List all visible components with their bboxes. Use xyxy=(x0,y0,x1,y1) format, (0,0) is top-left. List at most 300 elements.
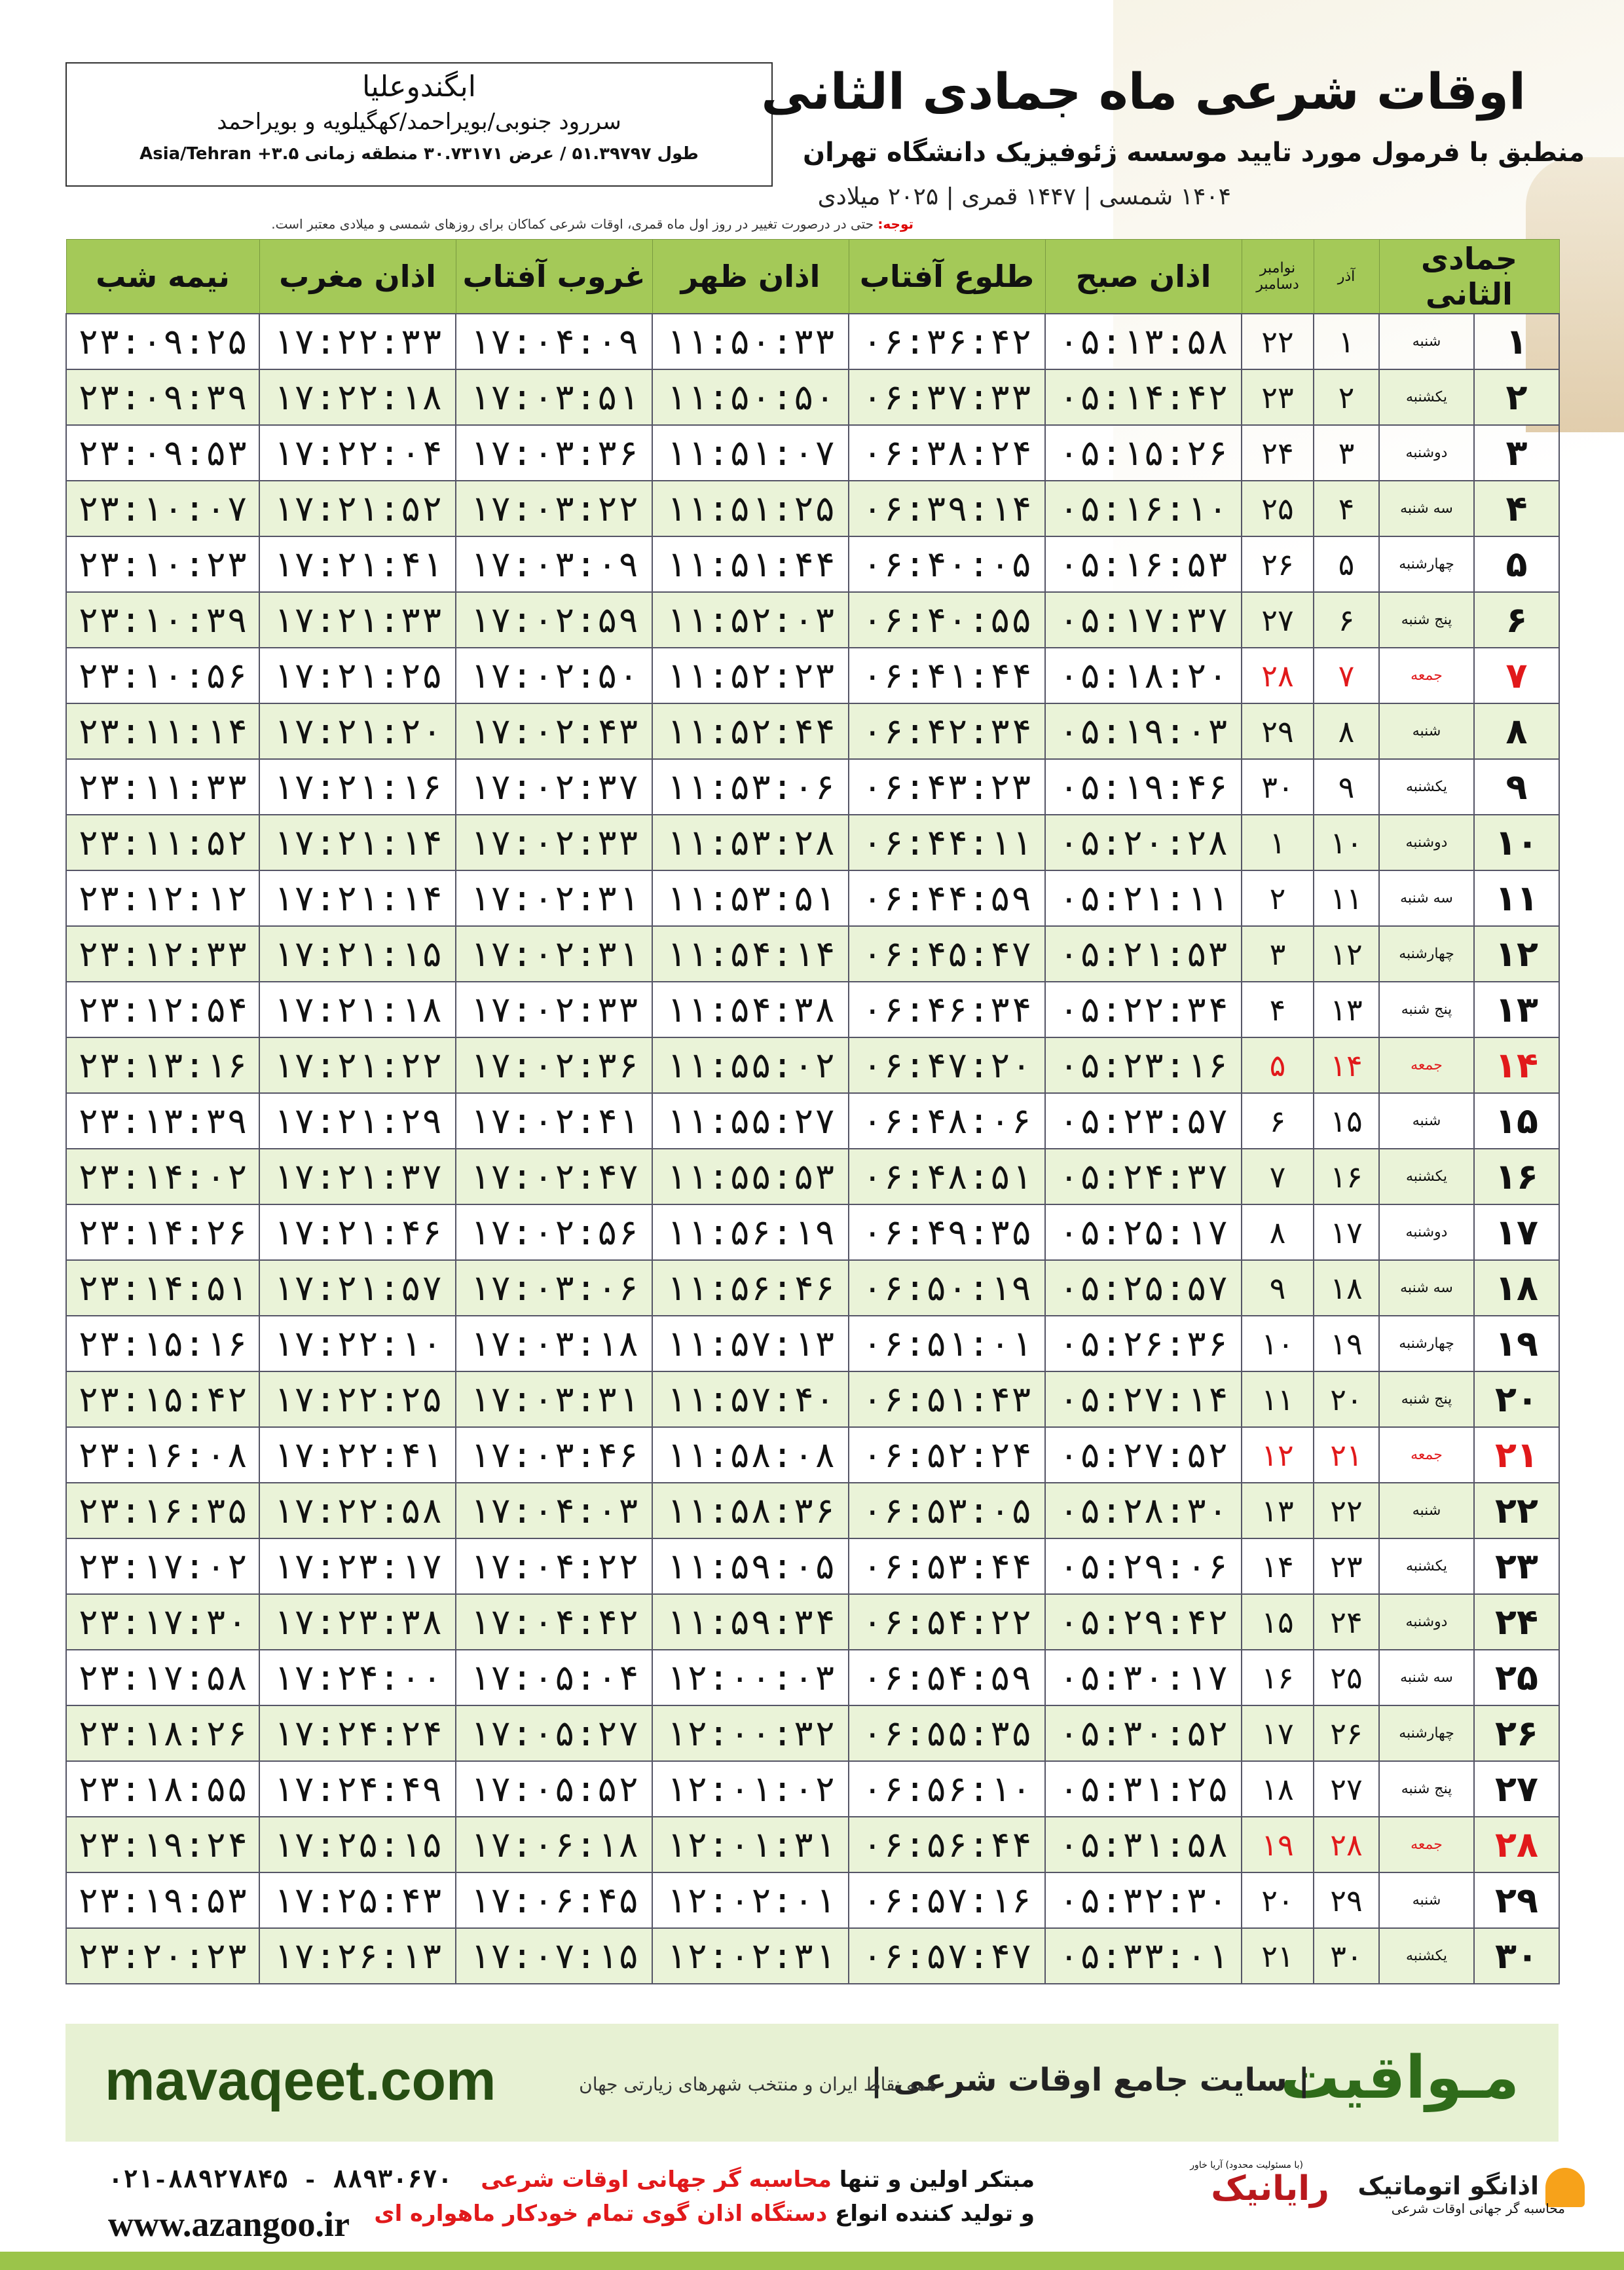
dhuhr-time: ۱۱:۵۲:۰۳ xyxy=(652,592,849,648)
sunrise-time: ۰۶:۵۳:۰۵ xyxy=(849,1483,1045,1538)
hijri-day: ۱۷ xyxy=(1474,1204,1559,1260)
midnight-time: ۲۳:۱۷:۳۰ xyxy=(66,1594,259,1650)
midnight-time: ۲۳:۱۲:۳۳ xyxy=(66,926,259,982)
azar-day: ۱ xyxy=(1314,314,1379,369)
sunset-time: ۱۷:۰۲:۳۳ xyxy=(456,815,652,870)
dhuhr-time: ۱۲:۰۱:۳۱ xyxy=(652,1817,849,1872)
azangoo-logo-text: اذانگو اتوماتیک xyxy=(1357,2171,1539,2201)
azar-day: ۹ xyxy=(1314,759,1379,815)
table-row xyxy=(66,648,1559,703)
midnight-time: ۲۳:۱۵:۴۲ xyxy=(66,1371,259,1427)
fajr-time: ۰۵:۱۸:۲۰ xyxy=(1045,648,1242,703)
dhuhr-time: ۱۱:۵۰:۵۰ xyxy=(652,369,849,425)
table-row xyxy=(66,481,1559,536)
weekday: سه شنبه xyxy=(1379,870,1474,926)
maghrib-time: ۱۷:۲۲:۲۵ xyxy=(259,1371,456,1427)
gregorian-day: ۲۳ xyxy=(1242,369,1314,425)
location-area: سررود جنوبی/بویراحمد/کهگیلویه و بویراحمد xyxy=(217,109,621,135)
sunrise-time: ۰۶:۵۴:۵۹ xyxy=(849,1650,1045,1705)
maghrib-time: ۱۷:۲۴:۲۴ xyxy=(259,1705,456,1761)
azar-day: ۳۰ xyxy=(1314,1928,1379,1984)
maghrib-time: ۱۷:۲۴:۰۰ xyxy=(259,1650,456,1705)
gregorian-day: ۲۲ xyxy=(1242,314,1314,369)
azar-day: ۳ xyxy=(1314,425,1379,481)
sunset-time: ۱۷:۰۴:۰۹ xyxy=(456,314,652,369)
azar-day: ۲۱ xyxy=(1314,1427,1379,1483)
raianik-logo: رایانیک xyxy=(1211,2169,1329,2208)
table-row xyxy=(66,1316,1559,1371)
hijri-day: ۲۵ xyxy=(1474,1650,1559,1705)
sunrise-time: ۰۶:۴۲:۳۴ xyxy=(849,703,1045,759)
hijri-day: ۲ xyxy=(1474,369,1559,425)
sunrise-time: ۰۶:۵۷:۴۷ xyxy=(849,1928,1045,1984)
gregorian-day: ۱۴ xyxy=(1242,1538,1314,1594)
footer-line-2a: و تولید کننده انواع xyxy=(827,2201,1035,2227)
dhuhr-time: ۱۱:۵۷:۴۰ xyxy=(652,1371,849,1427)
sunrise-time: ۰۶:۴۹:۳۵ xyxy=(849,1204,1045,1260)
midnight-time: ۲۳:۲۰:۲۳ xyxy=(66,1928,259,1984)
table-row xyxy=(66,703,1559,759)
weekday: پنج شنبه xyxy=(1379,1761,1474,1817)
maghrib-time: ۱۷:۲۱:۲۰ xyxy=(259,703,456,759)
hijri-day: ۸ xyxy=(1474,703,1559,759)
dhuhr-time: ۱۱:۵۱:۰۷ xyxy=(652,425,849,481)
fajr-time: ۰۵:۲۷:۵۲ xyxy=(1045,1427,1242,1483)
maghrib-time: ۱۷:۲۱:۲۹ xyxy=(259,1093,456,1149)
midnight-time: ۲۳:۱۷:۰۲ xyxy=(66,1538,259,1594)
footer-line-2 xyxy=(374,2201,1035,2227)
gregorian-day: ۴ xyxy=(1242,982,1314,1037)
maghrib-time: ۱۷:۲۱:۲۲ xyxy=(259,1037,456,1093)
gregorian-day: ۳۰ xyxy=(1242,759,1314,815)
sunset-time: ۱۷:۰۲:۳۷ xyxy=(456,759,652,815)
fajr-time: ۰۵:۲۶:۳۶ xyxy=(1045,1316,1242,1371)
sunset-time: ۱۷:۰۲:۴۷ xyxy=(456,1149,652,1204)
weekday: دوشنبه xyxy=(1379,425,1474,481)
col-fajr: اذان صبح xyxy=(1045,240,1242,314)
maghrib-time: ۱۷:۲۲:۳۳ xyxy=(259,314,456,369)
midnight-time: ۲۳:۰۹:۵۳ xyxy=(66,425,259,481)
fajr-time: ۰۵:۲۴:۳۷ xyxy=(1045,1149,1242,1204)
dhuhr-time: ۱۱:۵۳:۰۶ xyxy=(652,759,849,815)
azar-day: ۶ xyxy=(1314,592,1379,648)
hijri-day: ۲۰ xyxy=(1474,1371,1559,1427)
table-row xyxy=(66,1705,1559,1761)
dhuhr-time: ۱۱:۵۰:۳۳ xyxy=(652,314,849,369)
midnight-time: ۲۳:۱۶:۰۸ xyxy=(66,1427,259,1483)
azar-day: ۲۵ xyxy=(1314,1650,1379,1705)
azar-day: ۱۷ xyxy=(1314,1204,1379,1260)
hijri-day: ۱۰ xyxy=(1474,815,1559,870)
maghrib-time: ۱۷:۲۲:۵۸ xyxy=(259,1483,456,1538)
azar-day: ۱۶ xyxy=(1314,1149,1379,1204)
dhuhr-time: ۱۱:۵۷:۱۳ xyxy=(652,1316,849,1371)
midnight-time: ۲۳:۱۱:۵۲ xyxy=(66,815,259,870)
dhuhr-time: ۱۱:۵۸:۰۸ xyxy=(652,1427,849,1483)
fajr-time: ۰۵:۲۸:۳۰ xyxy=(1045,1483,1242,1538)
weekday: پنج شنبه xyxy=(1379,982,1474,1037)
maghrib-time: ۱۷:۲۱:۲۵ xyxy=(259,648,456,703)
footer-line-2b: دستگاه اذان گوی تمام خودکار ماهواره ای xyxy=(374,2201,828,2227)
azar-day: ۸ xyxy=(1314,703,1379,759)
gregorian-day: ۲ xyxy=(1242,870,1314,926)
dhuhr-time: ۱۱:۵۱:۲۵ xyxy=(652,481,849,536)
sunrise-time: ۰۶:۴۷:۲۰ xyxy=(849,1037,1045,1093)
azangoo-logo-sub: محاسبه گر جهانی اوقات شرعی xyxy=(1391,2201,1565,2216)
azar-day: ۱۸ xyxy=(1314,1260,1379,1316)
dhuhr-time: ۱۱:۵۴:۳۸ xyxy=(652,982,849,1037)
hijri-day: ۲۹ xyxy=(1474,1872,1559,1928)
maghrib-time: ۱۷:۲۱:۵۲ xyxy=(259,481,456,536)
sunset-time: ۱۷:۰۶:۴۵ xyxy=(456,1872,652,1928)
midnight-time: ۲۳:۱۲:۵۴ xyxy=(66,982,259,1037)
weekday: شنبه xyxy=(1379,1483,1474,1538)
sunset-time: ۱۷:۰۲:۳۶ xyxy=(456,1037,652,1093)
sunrise-time: ۰۶:۳۹:۱۴ xyxy=(849,481,1045,536)
gregorian-day: ۳ xyxy=(1242,926,1314,982)
azar-day: ۱۵ xyxy=(1314,1093,1379,1149)
table-row xyxy=(66,1260,1559,1316)
table-row xyxy=(66,425,1559,481)
note-text: حتی در درصورت تغییر در روز اول ماه قمری، اوقات شرعی کماکان برای روزهای شمسی و میلادی معتبر است. xyxy=(271,216,874,232)
azar-day: ۱۳ xyxy=(1314,982,1379,1037)
weekday: یکشنبه xyxy=(1379,1149,1474,1204)
gregorian-day: ۱۷ xyxy=(1242,1705,1314,1761)
gregorian-day: ۱۳ xyxy=(1242,1483,1314,1538)
midnight-time: ۲۳:۱۹:۵۳ xyxy=(66,1872,259,1928)
table-row xyxy=(66,1761,1559,1817)
hijri-day: ۹ xyxy=(1474,759,1559,815)
gregorian-day: ۱۶ xyxy=(1242,1650,1314,1705)
bottom-bar xyxy=(0,2252,1624,2270)
gregorian-day: ۲۹ xyxy=(1242,703,1314,759)
dhuhr-time: ۱۱:۵۳:۲۸ xyxy=(652,815,849,870)
midnight-time: ۲۳:۱۵:۱۶ xyxy=(66,1316,259,1371)
maghrib-time: ۱۷:۲۱:۳۷ xyxy=(259,1149,456,1204)
azar-day: ۲۲ xyxy=(1314,1483,1379,1538)
weekday: یکشنبه xyxy=(1379,1538,1474,1594)
gregorian-day: ۱۹ xyxy=(1242,1817,1314,1872)
page-subtitle: منطبق با فرمول مورد تایید موسسه ژئوفیزیک دانشگاه تهران xyxy=(802,138,1585,168)
sunrise-time: ۰۶:۴۵:۴۷ xyxy=(849,926,1045,982)
azar-day: ۲۴ xyxy=(1314,1594,1379,1650)
sunrise-time: ۰۶:۵۲:۲۴ xyxy=(849,1427,1045,1483)
hijri-day: ۱ xyxy=(1474,314,1559,369)
hijri-day: ۱۵ xyxy=(1474,1093,1559,1149)
maghrib-time: ۱۷:۲۲:۰۴ xyxy=(259,425,456,481)
table-row xyxy=(66,759,1559,815)
site-url[interactable]: mavaqeet.com xyxy=(105,2049,496,2112)
weekday: پنج شنبه xyxy=(1379,592,1474,648)
maghrib-time: ۱۷:۲۱:۵۷ xyxy=(259,1260,456,1316)
sunrise-time: ۰۶:۴۰:۵۵ xyxy=(849,592,1045,648)
col-nov: نوامبر xyxy=(1259,260,1296,276)
hijri-day: ۱۶ xyxy=(1474,1149,1559,1204)
sunrise-time: ۰۶:۴۸:۵۱ xyxy=(849,1149,1045,1204)
fajr-time: ۰۵:۳۰:۵۲ xyxy=(1045,1705,1242,1761)
footer-website[interactable]: www.azangoo.ir xyxy=(108,2205,350,2244)
weekday: سه شنبه xyxy=(1379,1260,1474,1316)
sunset-time: ۱۷:۰۳:۰۹ xyxy=(456,536,652,592)
azar-day: ۱۰ xyxy=(1314,815,1379,870)
table-row xyxy=(66,982,1559,1037)
table-row xyxy=(66,815,1559,870)
maghrib-time: ۱۷:۲۱:۳۳ xyxy=(259,592,456,648)
azar-day: ۲۹ xyxy=(1314,1872,1379,1928)
hijri-day: ۵ xyxy=(1474,536,1559,592)
sunset-time: ۱۷:۰۴:۰۳ xyxy=(456,1483,652,1538)
azar-day: ۴ xyxy=(1314,481,1379,536)
gregorian-day: ۸ xyxy=(1242,1204,1314,1260)
weekday: شنبه xyxy=(1379,314,1474,369)
col-month: جمادی الثانی xyxy=(1379,240,1559,314)
fajr-time: ۰۵:۲۱:۵۳ xyxy=(1045,926,1242,982)
gregorian-day: ۹ xyxy=(1242,1260,1314,1316)
dhuhr-time: ۱۱:۵۵:۰۲ xyxy=(652,1037,849,1093)
table-row xyxy=(66,1650,1559,1705)
fajr-time: ۰۵:۳۳:۰۱ xyxy=(1045,1928,1242,1984)
col-dec: دسامبر xyxy=(1256,276,1299,293)
hijri-day: ۱۱ xyxy=(1474,870,1559,926)
sunrise-time: ۰۶:۵۱:۰۱ xyxy=(849,1316,1045,1371)
sunset-time: ۱۷:۰۳:۰۶ xyxy=(456,1260,652,1316)
hijri-day: ۱۳ xyxy=(1474,982,1559,1037)
azar-day: ۲۸ xyxy=(1314,1817,1379,1872)
dhuhr-time: ۱۲:۰۱:۰۲ xyxy=(652,1761,849,1817)
maghrib-time: ۱۷:۲۶:۱۳ xyxy=(259,1928,456,1984)
sunset-time: ۱۷:۰۲:۴۱ xyxy=(456,1093,652,1149)
weekday: چهارشنبه xyxy=(1379,1705,1474,1761)
midnight-time: ۲۳:۱۳:۳۹ xyxy=(66,1093,259,1149)
gregorian-day: ۱۸ xyxy=(1242,1761,1314,1817)
azar-day: ۵ xyxy=(1314,536,1379,592)
location-coords: طول ۵۱.۳۹۷۹۷ / عرض ۳۰.۷۳۱۷۱ منطقه زمانی ۳.۵+ Asia/Tehran xyxy=(139,144,699,164)
raianik-logo-sub: (با مسئولیت محدود) آریا خاور xyxy=(1190,2160,1303,2170)
dhuhr-time: ۱۱:۵۵:۵۳ xyxy=(652,1149,849,1204)
sunset-time: ۱۷:۰۵:۵۲ xyxy=(456,1761,652,1817)
weekday: یکشنبه xyxy=(1379,759,1474,815)
gregorian-day: ۱۱ xyxy=(1242,1371,1314,1427)
fajr-time: ۰۵:۲۹:۴۲ xyxy=(1045,1594,1242,1650)
midnight-time: ۲۳:۱۴:۵۱ xyxy=(66,1260,259,1316)
sunset-time: ۱۷:۰۲:۳۱ xyxy=(456,926,652,982)
maghrib-time: ۱۷:۲۱:۱۵ xyxy=(259,926,456,982)
maghrib-time: ۱۷:۲۵:۴۳ xyxy=(259,1872,456,1928)
dhuhr-time: ۱۱:۵۱:۴۴ xyxy=(652,536,849,592)
sunrise-time: ۰۶:۴۳:۲۳ xyxy=(849,759,1045,815)
table-row xyxy=(66,369,1559,425)
sunrise-time: ۰۶:۵۰:۱۹ xyxy=(849,1260,1045,1316)
slogan-sub: همه نقاط ایران و منتخب شهرهای زیارتی جهان xyxy=(579,2074,936,2095)
slogan: | سایت جامع اوقات شرعی | xyxy=(870,2062,1310,2098)
dhuhr-time: ۱۲:۰۲:۰۱ xyxy=(652,1872,849,1928)
table-row xyxy=(66,1483,1559,1538)
dhuhr-time: ۱۱:۵۴:۱۴ xyxy=(652,926,849,982)
table-row xyxy=(66,1928,1559,1984)
weekday: جمعه xyxy=(1379,1427,1474,1483)
weekday: دوشنبه xyxy=(1379,1594,1474,1650)
sunset-time: ۱۷:۰۲:۳۳ xyxy=(456,982,652,1037)
maghrib-time: ۱۷:۲۱:۱۴ xyxy=(259,870,456,926)
sunset-time: ۱۷:۰۷:۱۵ xyxy=(456,1928,652,1984)
midnight-time: ۲۳:۱۷:۵۸ xyxy=(66,1650,259,1705)
midnight-time: ۲۳:۱۸:۵۵ xyxy=(66,1761,259,1817)
hijri-day: ۳ xyxy=(1474,425,1559,481)
fajr-time: ۰۵:۱۹:۴۶ xyxy=(1045,759,1242,815)
weekday: پنج شنبه xyxy=(1379,1371,1474,1427)
azar-day: ۲۷ xyxy=(1314,1761,1379,1817)
sunrise-time: ۰۶:۴۱:۴۴ xyxy=(849,648,1045,703)
location-city: ابگندوعلیا xyxy=(362,70,476,103)
sunset-time: ۱۷:۰۳:۱۸ xyxy=(456,1316,652,1371)
sunset-time: ۱۷:۰۵:۰۴ xyxy=(456,1650,652,1705)
table-row xyxy=(66,314,1559,369)
hijri-day: ۱۸ xyxy=(1474,1260,1559,1316)
col-midnight: نیمه شب xyxy=(66,240,259,314)
gregorian-day: ۲۷ xyxy=(1242,592,1314,648)
midnight-time: ۲۳:۱۸:۲۶ xyxy=(66,1705,259,1761)
footer-line-1b: محاسبه گر جهانی اوقات شرعی xyxy=(481,2167,832,2193)
weekday: چهارشنبه xyxy=(1379,1316,1474,1371)
maghrib-time: ۱۷:۲۲:۴۱ xyxy=(259,1427,456,1483)
fajr-time: ۰۵:۲۳:۵۷ xyxy=(1045,1093,1242,1149)
fajr-time: ۰۵:۲۷:۱۴ xyxy=(1045,1371,1242,1427)
table-row xyxy=(66,1872,1559,1928)
dhuhr-time: ۱۱:۵۶:۱۹ xyxy=(652,1204,849,1260)
sunset-time: ۱۷:۰۲:۵۰ xyxy=(456,648,652,703)
note-label: توجه: xyxy=(877,216,913,232)
footer-line-1a: مبتکر اولین و تنها xyxy=(831,2167,1035,2193)
gregorian-day: ۲۶ xyxy=(1242,536,1314,592)
dhuhr-time: ۱۱:۵۳:۵۱ xyxy=(652,870,849,926)
gregorian-day: ۲۵ xyxy=(1242,481,1314,536)
dhuhr-time: ۱۱:۵۲:۲۳ xyxy=(652,648,849,703)
sunrise-time: ۰۶:۳۷:۳۳ xyxy=(849,369,1045,425)
maghrib-time: ۱۷:۲۱:۴۱ xyxy=(259,536,456,592)
gregorian-day: ۲۰ xyxy=(1242,1872,1314,1928)
dhuhr-time: ۱۱:۵۹:۰۵ xyxy=(652,1538,849,1594)
gregorian-day: ۲۱ xyxy=(1242,1928,1314,1984)
sunrise-time: ۰۶:۵۶:۴۴ xyxy=(849,1817,1045,1872)
azar-day: ۲ xyxy=(1314,369,1379,425)
sunset-time: ۱۷:۰۵:۲۷ xyxy=(456,1705,652,1761)
prayer-times-table xyxy=(65,239,1560,1984)
footer-line-1 xyxy=(481,2167,1035,2193)
col-sunset: غروب آفتاب xyxy=(456,240,652,314)
midnight-time: ۲۳:۱۰:۰۷ xyxy=(66,481,259,536)
hijri-day: ۴ xyxy=(1474,481,1559,536)
table-row xyxy=(66,1371,1559,1427)
hijri-day: ۲۷ xyxy=(1474,1761,1559,1817)
sunrise-time: ۰۶:۴۸:۰۶ xyxy=(849,1093,1045,1149)
gregorian-day: ۱ xyxy=(1242,815,1314,870)
fajr-time: ۰۵:۲۰:۲۸ xyxy=(1045,815,1242,870)
maghrib-time: ۱۷:۲۱:۱۴ xyxy=(259,815,456,870)
midnight-time: ۲۳:۰۹:۲۵ xyxy=(66,314,259,369)
fajr-time: ۰۵:۲۵:۱۷ xyxy=(1045,1204,1242,1260)
azar-day: ۱۴ xyxy=(1314,1037,1379,1093)
dhuhr-time: ۱۲:۰۰:۰۳ xyxy=(652,1650,849,1705)
midnight-time: ۲۳:۱۴:۰۲ xyxy=(66,1149,259,1204)
fajr-time: ۰۵:۲۲:۳۴ xyxy=(1045,982,1242,1037)
midnight-time: ۲۳:۱۴:۲۶ xyxy=(66,1204,259,1260)
site-banner xyxy=(65,2024,1559,2142)
fajr-time: ۰۵:۲۹:۰۶ xyxy=(1045,1538,1242,1594)
gregorian-day: ۲۴ xyxy=(1242,425,1314,481)
phone-numbers: ۰۲۱-۸۸۹۲۷۸۴۵ - ۸۸۹۳۰۶۷۰ xyxy=(108,2167,452,2195)
table-row xyxy=(66,1204,1559,1260)
fajr-time: ۰۵:۱۶:۱۰ xyxy=(1045,481,1242,536)
dhuhr-time: ۱۱:۵۸:۳۶ xyxy=(652,1483,849,1538)
fajr-time: ۰۵:۳۰:۱۷ xyxy=(1045,1650,1242,1705)
fajr-time: ۰۵:۱۴:۴۲ xyxy=(1045,369,1242,425)
table-row xyxy=(66,1594,1559,1650)
col-gregorian xyxy=(1242,240,1314,314)
azar-day: ۲۶ xyxy=(1314,1705,1379,1761)
dhuhr-time: ۱۱:۵۲:۴۴ xyxy=(652,703,849,759)
fajr-time: ۰۵:۳۲:۳۰ xyxy=(1045,1872,1242,1928)
sunset-time: ۱۷:۰۳:۵۱ xyxy=(456,369,652,425)
weekday: یکشنبه xyxy=(1379,1928,1474,1984)
sunset-time: ۱۷:۰۲:۴۳ xyxy=(456,703,652,759)
location-box xyxy=(65,62,773,187)
gregorian-day: ۱۵ xyxy=(1242,1594,1314,1650)
sunset-time: ۱۷:۰۳:۲۲ xyxy=(456,481,652,536)
fajr-time: ۰۵:۱۷:۳۷ xyxy=(1045,592,1242,648)
hijri-day: ۱۹ xyxy=(1474,1316,1559,1371)
sunset-time: ۱۷:۰۲:۳۱ xyxy=(456,870,652,926)
sunrise-time: ۰۶:۳۶:۴۲ xyxy=(849,314,1045,369)
midnight-time: ۲۳:۰۹:۳۹ xyxy=(66,369,259,425)
hijri-day: ۲۶ xyxy=(1474,1705,1559,1761)
col-sunrise: طلوع آفتاب xyxy=(849,240,1045,314)
fajr-time: ۰۵:۱۶:۵۳ xyxy=(1045,536,1242,592)
note xyxy=(271,216,913,232)
year-dates: ۱۴۰۴ شمسی | ۱۴۴۷ قمری | ۲۰۲۵ میلادی xyxy=(817,183,1231,210)
page-title: اوقات شرعی ماه جمادی الثانی xyxy=(761,62,1526,121)
hijri-day: ۶ xyxy=(1474,592,1559,648)
midnight-time: ۲۳:۱۱:۱۴ xyxy=(66,703,259,759)
sunrise-time: ۰۶:۵۳:۴۴ xyxy=(849,1538,1045,1594)
fajr-time: ۰۵:۲۱:۱۱ xyxy=(1045,870,1242,926)
dhuhr-time: ۱۱:۵۶:۴۶ xyxy=(652,1260,849,1316)
fajr-time: ۰۵:۳۱:۵۸ xyxy=(1045,1817,1242,1872)
table-row xyxy=(66,536,1559,592)
hijri-day: ۱۲ xyxy=(1474,926,1559,982)
sunset-time: ۱۷:۰۳:۳۶ xyxy=(456,425,652,481)
hijri-day: ۳۰ xyxy=(1474,1928,1559,1984)
weekday: شنبه xyxy=(1379,1093,1474,1149)
gregorian-day: ۵ xyxy=(1242,1037,1314,1093)
maghrib-time: ۱۷:۲۵:۱۵ xyxy=(259,1817,456,1872)
sunrise-time: ۰۶:۵۱:۴۳ xyxy=(849,1371,1045,1427)
weekday: چهارشنبه xyxy=(1379,926,1474,982)
midnight-time: ۲۳:۱۳:۱۶ xyxy=(66,1037,259,1093)
sunrise-time: ۰۶:۴۴:۱۱ xyxy=(849,815,1045,870)
hijri-day: ۲۴ xyxy=(1474,1594,1559,1650)
table-header xyxy=(66,240,1559,314)
weekday: یکشنبه xyxy=(1379,369,1474,425)
sunset-time: ۱۷:۰۶:۱۸ xyxy=(456,1817,652,1872)
hijri-day: ۲۲ xyxy=(1474,1483,1559,1538)
azar-day: ۱۹ xyxy=(1314,1316,1379,1371)
sunrise-time: ۰۶:۴۴:۵۹ xyxy=(849,870,1045,926)
weekday: شنبه xyxy=(1379,703,1474,759)
sunset-time: ۱۷:۰۲:۵۹ xyxy=(456,592,652,648)
table-row xyxy=(66,1427,1559,1483)
col-maghrib: اذان مغرب xyxy=(259,240,456,314)
weekday: جمعه xyxy=(1379,648,1474,703)
